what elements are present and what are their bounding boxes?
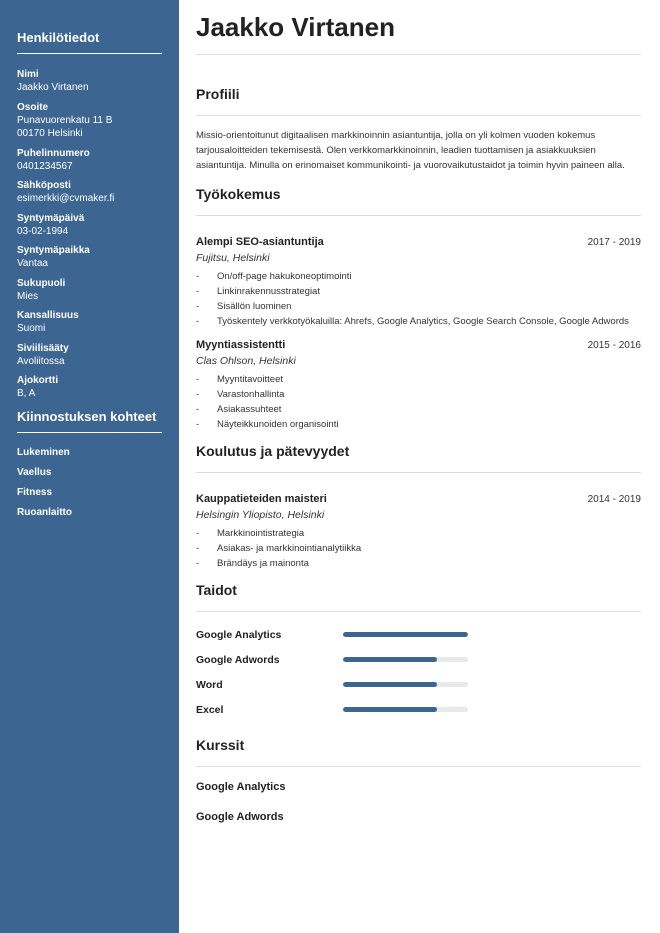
info-value: B, A [17,388,36,399]
bullet-dash: - [196,301,200,312]
interest-item: Vaellus [17,466,52,478]
entry-title: Kauppatieteiden maisteri [196,493,327,505]
info-value: Punavuorenkatu 11 B [17,114,113,126]
entry-bullets [196,526,641,571]
info-value: 0401234567 [17,160,73,172]
bullet-text: Näyteikkunoiden organisointi [217,419,339,430]
skills-section [196,581,641,722]
bullet-dash: - [196,374,200,385]
bullet-text: Asiakas- ja markkinointianalytiikka [217,543,362,554]
info-value: 03-02-1994 [17,225,69,237]
info-label: Syntymäpäivä [17,212,85,224]
info-label: Nimi [17,69,39,80]
interests-list [17,447,162,527]
personal-info-list [17,68,162,401]
info-label: Syntymäpaikka [17,245,90,256]
skill-row [196,622,641,647]
bullet-text: Markkinointistrategia [217,528,305,539]
education-list [196,491,641,571]
entry-title: Myyntiassistentti [196,339,286,351]
bullet-item [196,284,641,299]
entry-title: Alempi SEO-asiantuntija [196,236,324,248]
entry-years: 2015 - 2016 [587,340,641,351]
info-label: Ajokortti [17,375,59,386]
bullet-dash: - [196,316,200,327]
interest-item: Ruoanlaitto [17,506,72,518]
skill-bar [343,657,468,662]
experience-list [196,234,641,432]
course-item: Google Analytics [196,781,286,793]
entry-item [196,491,641,571]
bullet-text: Brändäys ja mainonta [217,558,309,569]
bullet-dash: - [196,419,200,430]
interests-heading: Kiinnostuksen kohteet [17,409,162,433]
skill-level-fill [343,632,468,637]
entry-bullets [196,372,641,432]
bullet-dash: - [196,404,200,415]
info-value: Mies [17,290,39,302]
skill-row [196,697,641,722]
courses-section [196,736,641,839]
entry-place: Fujitsu, Helsinki [196,252,270,264]
experience-section [196,185,641,432]
skill-bar [343,707,468,712]
info-value: esimerkki@cvmaker.fi [17,193,115,204]
info-label: Puhelinnumero [17,147,90,159]
profile-heading: Profiili [196,85,641,116]
skill-name: Excel [196,703,224,716]
entry-header [196,337,641,353]
bullet-dash: - [196,286,200,297]
bullet-dash: - [196,389,200,400]
bullet-dash: - [196,543,200,554]
entry-header [196,234,641,250]
entry-item [196,337,641,432]
skill-level-fill [343,707,437,712]
profile-section [196,85,641,173]
bullet-text: On/off-page hakukoneoptimointi [217,271,352,282]
entry-bullets [196,269,641,329]
info-value: Jaakko Virtanen [17,82,89,93]
skill-row [196,672,641,697]
bullet-text: Sisällön luominen [217,301,292,312]
course-item: Google Adwords [196,811,284,823]
info-label: Osoite [17,101,49,113]
bullet-item [196,269,641,284]
bullet-text: Myyntitavoitteet [217,374,283,385]
bullet-item [196,314,641,329]
bullet-item [196,402,641,417]
bullet-item [196,372,641,387]
skills-heading: Taidot [196,581,641,612]
info-label: Sähköposti [17,180,71,191]
education-heading: Koulutus ja pätevyydet [196,442,641,473]
entry-item [196,234,641,329]
info-value: Vantaa [17,258,48,269]
info-value: 00170 Helsinki [17,128,83,139]
entry-header [196,491,641,507]
skill-level-fill [343,657,437,662]
skill-bar [343,682,468,687]
bullet-item [196,417,641,432]
skill-row [196,647,641,672]
bullet-item [196,556,641,571]
personal-info-heading: Henkilötiedot [17,30,162,54]
bullet-dash: - [196,271,200,282]
skill-bar [343,632,468,637]
bullet-item [196,526,641,541]
info-label: Kansallisuus [17,310,79,321]
skill-name: Google Analytics [196,628,282,641]
courses-list [196,779,641,839]
entry-years: 2014 - 2019 [587,494,641,505]
info-value: Avoliitossa [17,355,65,367]
info-value: Suomi [17,323,46,334]
interest-item: Fitness [17,486,53,498]
info-label: Sukupuoli [17,277,66,289]
skill-name: Google Adwords [196,653,280,666]
skill-name: Word [196,678,223,691]
skills-list [196,622,641,722]
bullet-text: Linkinrakennusstrategiat [217,286,320,297]
entry-years: 2017 - 2019 [587,237,641,248]
entry-place: Helsingin Yliopisto, Helsinki [196,509,325,521]
bullet-text: Asiakassuhteet [217,404,282,415]
info-label: Siviilisääty [17,342,69,354]
bullet-text: Varastonhallinta [217,389,285,400]
bullet-text: Työskentely verkkotyökaluilla: Ahrefs, Google Analytics, Google Search Console, Google Adwords [217,316,629,327]
interest-item: Lukeminen [17,446,70,458]
courses-heading: Kurssit [196,736,641,767]
entry-place: Clas Ohlson, Helsinki [196,355,296,367]
bullet-item [196,387,641,402]
skill-level-fill [343,682,437,687]
bullet-item [196,541,641,556]
education-section [196,442,641,571]
profile-text: Missio-orientoitunut digitaalisen markkinoinnin asiantuntija, jolla on yli kolmen vuoden kokemus tarjousaloitteiden tekemisestä. Olen verkkomarkkinoinnin, leadien tuottamisen ja asiakkuuksien asiantuntija. Minulla on erinomaiset kommunikointi- ja vuorovaikutustaidot ja toimin hyvin paineen alla. [196,130,625,171]
bullet-dash: - [196,528,200,539]
candidate-name: Jaakko Virtanen [196,12,641,55]
sidebar [0,0,179,933]
bullet-item [196,299,641,314]
bullet-dash: - [196,558,200,569]
main-content [196,0,641,839]
experience-heading: Työkokemus [196,185,641,216]
